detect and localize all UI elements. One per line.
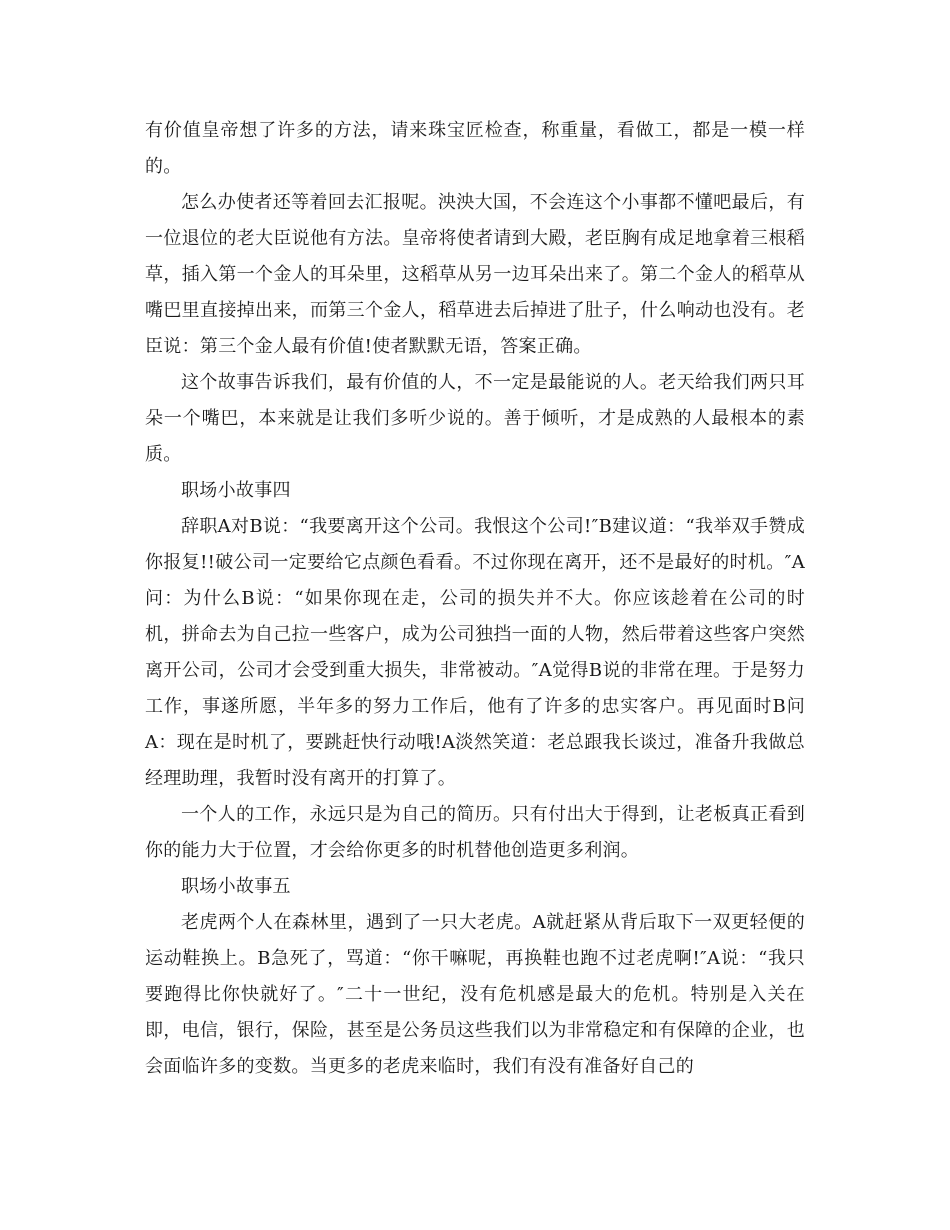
paragraph-moral-listening: 这个故事告诉我们，最有价值的人，不一定是最能说的人。老天给我们两只耳朵一个嘴巴，本来就是让我们多听少说的。善于倾听，才是成熟的人最根本的素质。 xyxy=(145,372,805,465)
paragraph-moral-work: 一个人的工作，永远只是为自己的简历。只有付出大于得到，让老板真正看到你的能力大于位置，才会给你更多的时机替他创造更多利润。 xyxy=(145,804,805,861)
paragraph-straw-test: 怎么办使者还等着回去汇报呢。泱泱大国，不会连这个小事都不懂吧最后，有一位退位的老大臣说他有方法。皇帝将使者请到大殿，老臣胸有成足地拿着三根稻草，插入第一个金人的耳朵里，这稻草从另一边耳朵出来了。第二个金人的稻草从嘴巴里直接掉出来，而第三个金人，稻草进去后掉进了肚子，什么响动也没有。老臣说：第三个金人最有价值!使者默默无语，答案正确。 xyxy=(145,192,805,357)
paragraph-story-continuation: 有价值皇帝想了许多的方法，请来珠宝匠检查，称重量，看做工，都是一模一样的。 xyxy=(145,120,805,177)
document-body xyxy=(145,113,805,1085)
paragraph-resignation-story: 辞职A对B说：“我要离开这个公司。我恨这个公司!″B建议道：“我举双手赞成你报复!!破公司一定要给它点颜色看看。不过你现在离开，还不是最好的时机。″A问：为什么B说：“如果你现在走，公司的损失并不大。你应该趁着在公司的时机，拼命去为自己拉一些客户，成为公司独挡一面的人物，然后带着这些客户突然离开公司，公司才会受到重大损失，非常被动。″A觉得B说的非常在理。于是努力工作，事遂所愿，半年多的努力工作后，他有了许多的忠实客户。再见面时B问A：现在是时机了，要跳赶快行动哦!A淡然笑道：老总跟我长谈过，准备升我做总经理助理，我暂时没有离开的打算了。 xyxy=(145,516,805,789)
section-heading-story-four: 职场小故事四 xyxy=(181,480,291,501)
section-heading-story-five: 职场小故事五 xyxy=(181,876,291,897)
paragraph-tiger-story: 老虎两个人在森林里，遇到了一只大老虎。A就赶紧从背后取下一双更轻便的运动鞋换上。B急死了，骂道：“你干嘛呢，再换鞋也跑不过老虎啊!″A说：“我只要跑得比你快就好了。″二十一世纪，没有危机感是最大的危机。特别是入关在即，电信，银行，保险，甚至是公务员这些我们以为非常稳定和有保障的企业，也会面临许多的变数。当更多的老虎来临时，我们有没有准备好自己的 xyxy=(145,912,805,1077)
